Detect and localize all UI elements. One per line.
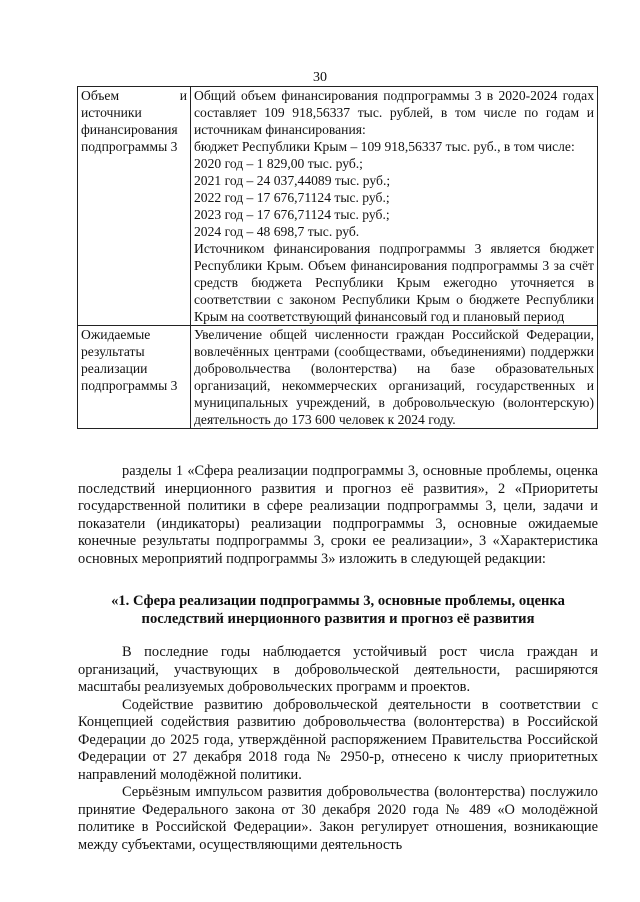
value-line: 2021 год – 24 037,44089 тыс. руб.; <box>194 173 391 188</box>
value-line: Источником финансирования подпрограммы 3 является бюджет Республики Крым. Объем финансирования подпрограммы 3 за счёт средств бюджета Республики Крым ежегодно уточняется в соответствии с законом Республики Крым о бюджете Республики Крым на соответствующий финансовый год и плановый период <box>194 241 594 324</box>
label-line: подпрограммы 3 <box>81 139 178 154</box>
value-line: 2022 год – 17 676,71124 тыс. руб.; <box>194 190 390 205</box>
intro-paragraph-block <box>78 463 598 568</box>
value-line: 2024 год – 48 698,7 тыс. руб. <box>194 224 360 239</box>
value-line: 2020 год – 1 829,00 тыс. руб.; <box>194 156 363 171</box>
section-heading: «1. Сфера реализации подпрограммы 3, основные проблемы, оценка последствий инерционного развития и прогноз её развития <box>111 593 565 627</box>
section-body <box>78 644 598 854</box>
table-row <box>78 326 598 429</box>
value-cell <box>191 87 598 326</box>
label-line: Объем и <box>81 88 187 103</box>
intro-paragraph: разделы 1 «Сфера реализации подпрограммы 3, основные проблемы, оценка последствий инерционного развития и прогноз её развития», 2 «Приоритеты государственной политики в сфере реализации подпрограммы 3, цели, задачи и показатели (индикаторы) реализации подпрограммы 3, основные ожидаемые конечные результаты подпрограммы 3, сроки ее реализации», 3 «Характеристика основных мероприятий подпрограммы 3» изложить в следующей редакции: <box>78 463 598 567</box>
value-line: Увеличение общей численности граждан Российской Федерации, вовлечённых центрами (сообществами, объединениями) поддержки добровольчества (волонтерства) на базе образовательных организаций, некоммерческих организаций, государственных и муниципальных учреждений, в добровольческую (волонтерскую) деятельность до 173 600 человек к 2024 году. <box>194 327 594 427</box>
label-line: реализации <box>81 361 148 376</box>
table-row <box>78 87 598 326</box>
paragraph: В последние годы наблюдается устойчивый рост числа граждан и организаций, участвующих в добровольческой деятельности, расширяются масштабы реализуемых добровольческих программ и проектов. <box>78 644 598 695</box>
value-line: Общий объем финансирования подпрограммы 3 в 2020-2024 годах составляет 109 918,56337 тыс. рублей, в том числе по годам и источникам финансирования: <box>194 88 594 137</box>
subprogram-passport-table <box>77 86 598 429</box>
page-number: 30 <box>313 70 327 85</box>
label-cell <box>78 87 191 326</box>
value-cell <box>191 326 598 429</box>
label-line: финансирования <box>81 122 178 137</box>
label-cell <box>78 326 191 429</box>
label-line: источники <box>81 105 142 120</box>
value-line: бюджет Республики Крым – 109 918,56337 тыс. руб., в том числе: <box>194 139 575 154</box>
value-line: 2023 год – 17 676,71124 тыс. руб.; <box>194 207 390 222</box>
paragraph: Содействие развитию добровольческой деятельности в соответствии с Концепцией содействия развитию добровольчества (волонтерства) в Российской Федерации до 2025 года, утверждённой распоряжением Правительства Российской Федерации от 27 декабря 2018 года № 2950-р, отнесено к числу приоритетных направлений молодёжной политики. <box>78 696 598 783</box>
paragraph: Серьёзным импульсом развития добровольчества (волонтерства) послужило принятие Федерального закона от 30 декабря 2020 года № 489 «О молодёжной политике в Российской Федерации». Закон регулирует отношения, возникающие между субъектами, осуществляющими деятельность <box>78 784 598 853</box>
label-line: Ожидаемые <box>81 327 151 342</box>
label-line: подпрограммы 3 <box>81 378 178 393</box>
label-line: результаты <box>81 344 145 359</box>
